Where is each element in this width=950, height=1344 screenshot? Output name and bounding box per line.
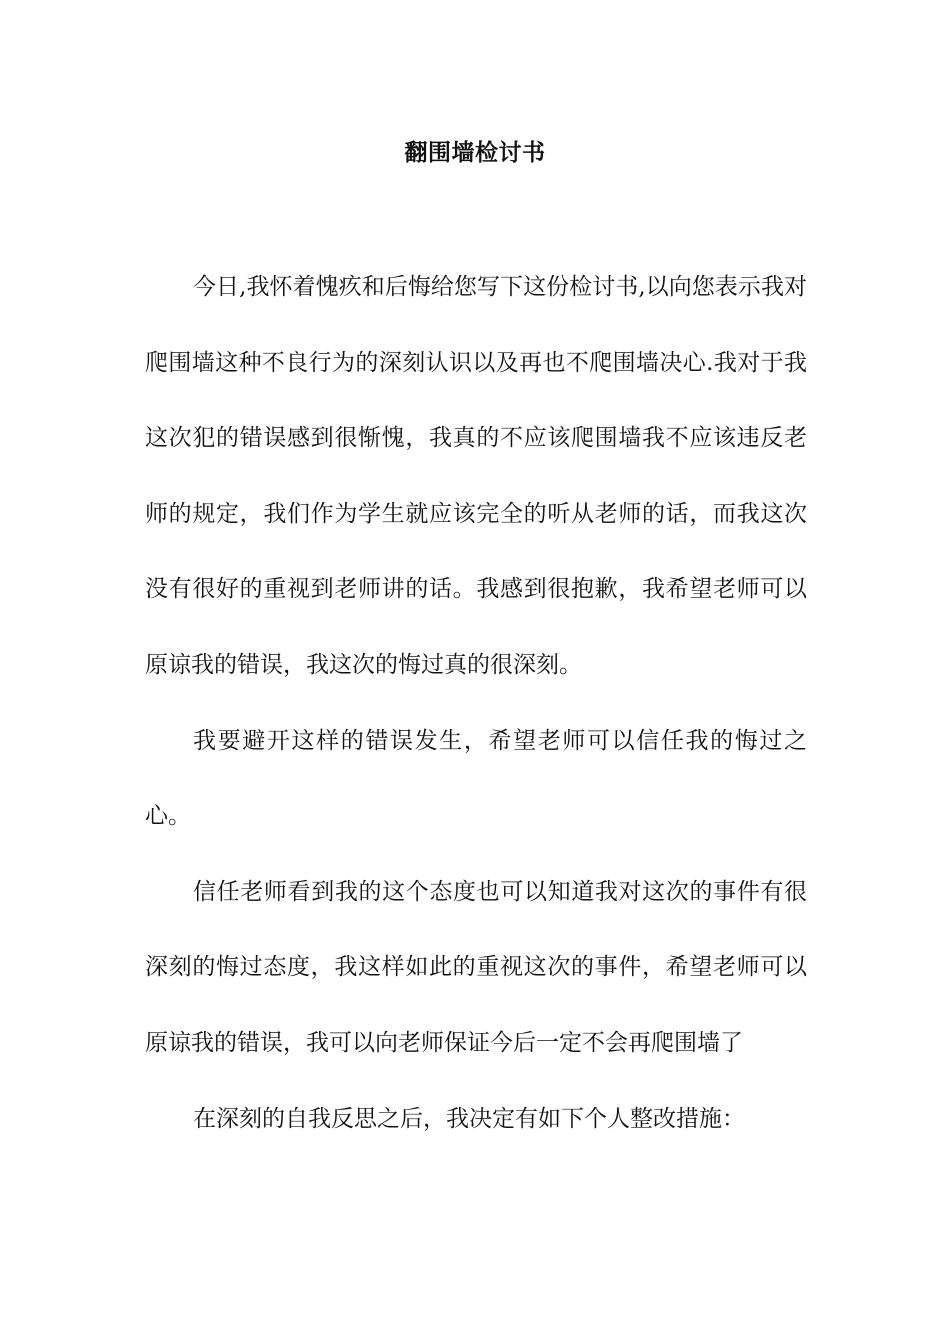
paragraph-4: 在深刻的自我反思之后，我决定有如下个人整改措施：	[193, 1105, 745, 1132]
paragraph-2: 我要避开这样的错误发生，希望老师可以信任我的悔过之心。	[145, 727, 807, 830]
document-body	[145, 250, 807, 1157]
paragraph-1: 今日,我怀着愧疚和后悔给您写下这份检讨书,以向您表示我对爬围墙这种不良行为的深刻认识以及再也不爬围墙决心.我对于我这次犯的错误感到很惭愧，我真的不应该爬围墙我不应该违反老师的规定，我们作为学生就应该完全的听从老师的话，而我这次没有很好的重视到老师讲的话。我感到很抱歉，我希望老师可以原谅我的错误，我这次的悔过真的很深刻。	[145, 274, 807, 678]
document-title: 翻围墙检讨书	[404, 139, 546, 166]
paragraph-3: 信任老师看到我的这个态度也可以知道我对这次的事件有很深刻的悔过态度，我这样如此的重视这次的事件，希望老师可以原谅我的错误，我可以向老师保证今后一定不会再爬围墙了	[145, 878, 807, 1056]
